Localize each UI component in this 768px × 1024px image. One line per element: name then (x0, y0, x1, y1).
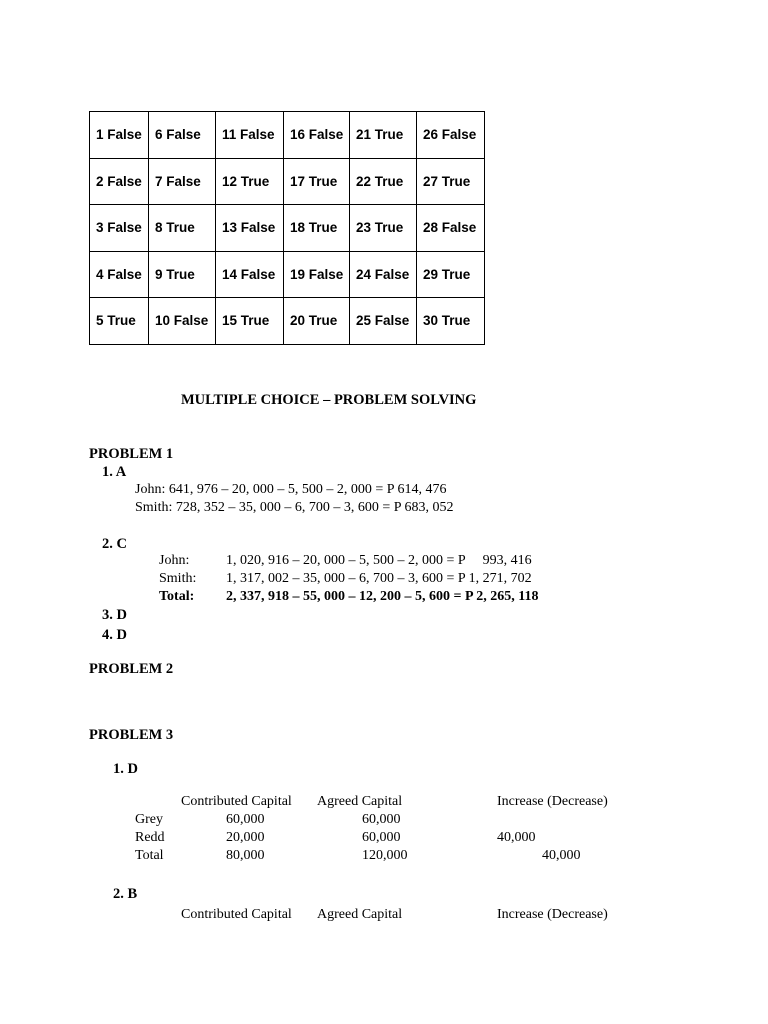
problem-1-q1-answer: 1. A (102, 464, 127, 480)
answer-cell: 2 False (90, 158, 149, 205)
answer-cell: 14 False (216, 251, 284, 298)
col-header-agreed: Agreed Capital (317, 907, 403, 922)
answer-cell: 23 True (350, 205, 417, 252)
answer-cell: 7 False (149, 158, 216, 205)
answer-cell: 11 False (216, 112, 284, 159)
problem-1-q2-answer: 2. C (102, 536, 127, 552)
answer-cell: 4 False (90, 251, 149, 298)
problem-3-q1-answer: 1. D (113, 761, 138, 777)
total-calculation: 2, 337, 918 – 55, 000 – 12, 200 – 5, 600 = P 2, 265, 118 (226, 589, 539, 604)
table-row (90, 205, 485, 252)
problem-1-q3-answer: 3. D (102, 607, 127, 623)
answer-cell: 22 True (350, 158, 417, 205)
answer-cell: 1 False (90, 112, 149, 159)
total-label: Total: (159, 589, 195, 604)
answer-cell: 10 False (149, 298, 216, 345)
redd-increase: 40,000 (497, 830, 536, 845)
table-row (90, 158, 485, 205)
john-label: John: (159, 553, 190, 568)
john-calculation: 1, 020, 916 – 20, 000 – 5, 500 – 2, 000 = P 993, 416 (226, 553, 532, 568)
answer-cell: 24 False (350, 251, 417, 298)
redd-agreed: 60,000 (362, 830, 401, 845)
answer-cell: 28 False (417, 205, 485, 252)
answer-cell: 20 True (284, 298, 350, 345)
col-header-increase: Increase (Decrease) (497, 794, 608, 809)
answer-cell: 29 True (417, 251, 485, 298)
problem-3-heading: PROBLEM 3 (89, 727, 174, 743)
table-row (90, 298, 485, 345)
answer-cell: 30 True (417, 298, 485, 345)
answer-cell: 16 False (284, 112, 350, 159)
col-header-agreed: Agreed Capital (317, 794, 403, 809)
answer-cell: 26 False (417, 112, 485, 159)
answer-cell: 8 True (149, 205, 216, 252)
answer-cell: 19 False (284, 251, 350, 298)
table-row (90, 112, 485, 159)
answer-cell: 15 True (216, 298, 284, 345)
problem-1-q1-smith-line: Smith: 728, 352 – 35, 000 – 6, 700 – 3, 600 = P 683, 052 (135, 500, 454, 515)
table-row (90, 251, 485, 298)
smith-label: Smith: (159, 571, 197, 586)
problem-1-heading: PROBLEM 1 (89, 446, 174, 462)
answer-cell: 13 False (216, 205, 284, 252)
grey-contributed: 60,000 (226, 812, 265, 827)
section-title: MULTIPLE CHOICE – PROBLEM SOLVING (181, 392, 477, 408)
problem-2-heading: PROBLEM 2 (89, 661, 174, 677)
answer-cell: 9 True (149, 251, 216, 298)
col-header-increase: Increase (Decrease) (497, 907, 608, 922)
true-false-answer-table (89, 111, 485, 345)
answer-cell: 17 True (284, 158, 350, 205)
total-increase: 40,000 (542, 848, 581, 863)
answer-cell: 21 True (350, 112, 417, 159)
problem-1-q4-answer: 4. D (102, 627, 127, 643)
answer-cell: 18 True (284, 205, 350, 252)
answer-cell: 6 False (149, 112, 216, 159)
answer-cell: 25 False (350, 298, 417, 345)
col-header-contributed: Contributed Capital (181, 907, 292, 922)
answer-cell: 5 True (90, 298, 149, 345)
answer-cell: 27 True (417, 158, 485, 205)
row-name-total: Total (135, 848, 164, 863)
col-header-contributed: Contributed Capital (181, 794, 292, 809)
smith-calculation: 1, 317, 002 – 35, 000 – 6, 700 – 3, 600 = P 1, 271, 702 (226, 571, 532, 586)
problem-3-q2-answer: 2. B (113, 886, 138, 902)
row-name-redd: Redd (135, 830, 165, 845)
grey-agreed: 60,000 (362, 812, 401, 827)
total-agreed: 120,000 (362, 848, 408, 863)
total-contributed: 80,000 (226, 848, 265, 863)
answer-cell: 12 True (216, 158, 284, 205)
problem-1-q1-john-line: John: 641, 976 – 20, 000 – 5, 500 – 2, 000 = P 614, 476 (135, 482, 447, 497)
row-name-grey: Grey (135, 812, 163, 827)
redd-contributed: 20,000 (226, 830, 265, 845)
answer-cell: 3 False (90, 205, 149, 252)
